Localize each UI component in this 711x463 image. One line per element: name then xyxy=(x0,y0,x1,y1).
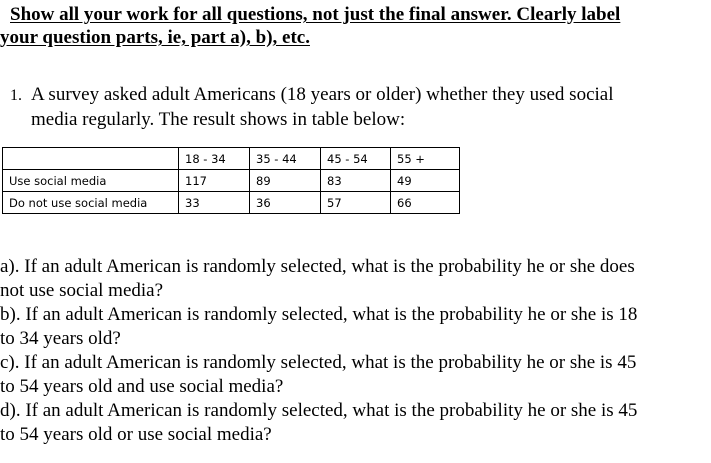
table-cell: 89 xyxy=(250,170,321,192)
table-cell: 33 xyxy=(179,192,250,214)
table-header-cell: 45 - 54 xyxy=(321,148,391,170)
instructions-line-1: Show all your work for all questions, not just the final answer. Clearly label xyxy=(10,4,621,25)
part-b-line-2: to 34 years old? xyxy=(0,328,121,349)
instructions-heading xyxy=(0,3,700,49)
part-a-line-2: not use social media? xyxy=(0,280,164,301)
table-corner-cell xyxy=(3,148,179,170)
table-row-label: Use social media xyxy=(3,170,179,192)
table-cell: 117 xyxy=(179,170,250,192)
part-a xyxy=(0,255,705,303)
question-text-line-1: A survey asked adult Americans (18 years or older) whether they used social xyxy=(31,84,614,105)
table-row xyxy=(3,192,460,214)
table-header-row xyxy=(3,148,460,170)
part-d xyxy=(0,399,705,447)
part-d-line-1: d). If an adult American is randomly selected, what is the probability he or she is 45 xyxy=(0,400,638,421)
table-row xyxy=(3,170,460,192)
table-header-cell: 18 - 34 xyxy=(179,148,250,170)
table-header-cell: 35 - 44 xyxy=(250,148,321,170)
question-text-line-2: media regularly. The result shows in table below: xyxy=(31,109,406,130)
question-1 xyxy=(10,83,690,132)
part-a-line-1: a). If an adult American is randomly selected, what is the probability he or she does xyxy=(0,256,635,277)
instructions-line-2: your question parts, ie, part a), b), etc. xyxy=(0,27,310,48)
question-parts xyxy=(0,255,705,447)
table-cell: 36 xyxy=(250,192,321,214)
table-cell: 66 xyxy=(391,192,460,214)
table-cell: 49 xyxy=(391,170,460,192)
part-b-line-1: b). If an adult American is randomly selected, what is the probability he or she is 18 xyxy=(0,304,638,325)
table-header-cell: 55 + xyxy=(391,148,460,170)
table-row-label: Do not use social media xyxy=(3,192,179,214)
part-b xyxy=(0,303,705,351)
question-number: 1. xyxy=(10,87,22,104)
table-cell: 57 xyxy=(321,192,391,214)
table-cell: 83 xyxy=(321,170,391,192)
part-c-line-1: c). If an adult American is randomly selected, what is the probability he or she is 45 xyxy=(0,352,637,373)
part-d-line-2: to 54 years old or use social media? xyxy=(0,424,272,445)
part-c xyxy=(0,351,705,399)
part-c-line-2: to 54 years old and use social media? xyxy=(0,376,284,397)
survey-table xyxy=(2,147,460,214)
